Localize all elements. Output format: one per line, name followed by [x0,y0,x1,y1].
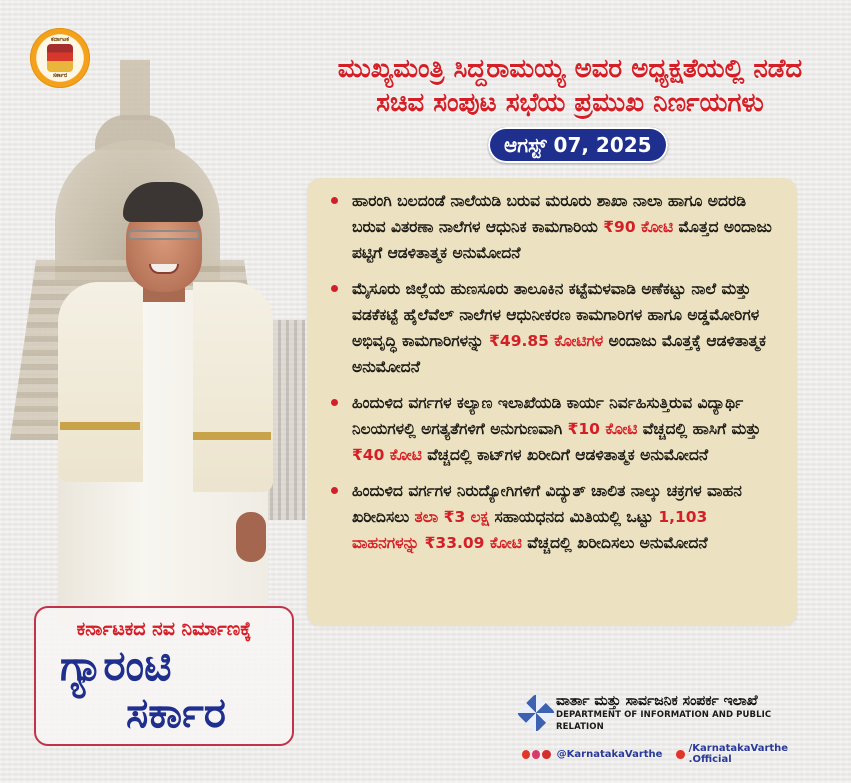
decision-item [319,390,779,468]
department-footer [522,693,822,765]
decision-text-part: ಸಹಾಯಧನದ ಮಿತಿಯಲ್ಲಿ ಒಟ್ಟು [489,508,659,526]
slogan-tagline: ಕರ್ನಾಟಕದ ನವ ನಿರ್ಮಾಣಕ್ಕೆ [76,618,252,640]
date-badge [488,127,668,163]
decision-amount-highlight: ₹49.85 ಕೋಟಿಗಳ [489,332,604,350]
slogan-line-1: ಗ್ಯಾರಂಟಿ [60,641,172,690]
title-line-1: ಮುಖ್ಯಮಂತ್ರಿ ಸಿದ್ದರಾಮಯ್ಯ ಅವರ ಅಧ್ಯಕ್ಷತೆಯಲ್ಲಿ ನಡೆದ [337,54,803,84]
decision-text-part: ವೆಚ್ಚದಲ್ಲಿ ಖರೀದಿಸಲು ಅನುಮೋದನೆ [521,534,708,552]
bullet-icon [331,399,338,406]
department-name-kannada: ವಾರ್ತಾ ಮತ್ತು ಸಾರ್ವಜನಿಕ ಸಂಪರ್ಕ ಇಲಾಖೆ [556,693,758,709]
decision-amount-highlight: ತಲಾ ₹3 ಲಕ್ಷ [414,508,490,526]
bullet-icon [331,487,338,494]
shawl-stripe-left [60,422,140,430]
decision-item [319,188,779,266]
decision-text-part: ಹಾರಂಗಿ ಬಲದಂಡೆ ನಾಲೆಯಡಿ ಬರುವ ಮರೂರು ಶಾಖಾ ನಾಲಾ ಹಾಗೂ ಅದರಡಿ ಬರುವ ವಿತರಣಾ ನಾಲೆಗಳ ಆಧುನಿಕ ಕಾಮಗಾರಿಯ [352,192,746,236]
decision-amount-highlight: ₹40 ಕೋಟಿ [352,446,422,464]
decision-text-part: ಮೈಸೂರು ಜಿಲ್ಲೆಯ ಹುಣಸೂರು ತಾಲೂಕಿನ ಕಟ್ಟೆಮಳವಾಡಿ ಅಣೆಕಟ್ಟು ನಾಲೆ ಮತ್ತು ವಡಕೆಕಟ್ಟೆ ಹೈಲೆವೆಲ್ ನಾಲೆಗಳ ಆಧುನೀಕರಣ ಕಾಮಗಾರಿಗಳ ಹಾಗೂ ಅಡ್ಡಮೋರಿಗಳ ಅಭಿವೃದ್ಧಿ ಕಾಮಗಾರಿಗಳನ್ನು [352,280,760,350]
slogan-line-2: ಸರ್ಕಾರ [126,688,227,737]
decision-item [319,478,779,556]
decision-text [352,478,779,556]
instagram-icon[interactable] [532,750,540,759]
cabinet-decisions-card [307,178,797,626]
x-twitter-icon[interactable] [542,750,550,759]
emblem-bottom-text: ಸರ್ಕಾರ [52,72,68,79]
bullet-icon [331,285,338,292]
decision-text [352,276,779,380]
facebook-icon[interactable] [676,750,684,759]
decision-amount-highlight: 1,103 ವಾಹನಗಳನ್ನು ₹33.09 ಕೋಟಿ [352,508,708,552]
decision-text-part: ಹಿಂದುಳಿದ ವರ್ಗಗಳ ಕಲ್ಯಾಣ ಇಲಾಖೆಯಡಿ ಕಾರ್ಯ ನಿರ್ವಹಿಸುತ್ತಿರುವ ವಿದ್ಯಾರ್ಥಿ ನಿಲಯಗಳಲ್ಲಿ ಅಗತ್ಯತೆಗಳಿಗೆ ಅನುಗುಣವಾಗಿ [352,394,744,438]
shawl-left [58,282,143,482]
shawl-right [193,282,273,492]
social-handle-primary[interactable]: @KarnatakaVarthe [556,748,663,760]
decision-text [352,390,779,468]
decision-text-part: ವೆಚ್ಚದಲ್ಲಿ ಹಾಸಿಗೆ ಮತ್ತು [637,420,761,438]
shawl-stripe-right [193,432,271,440]
date-text: ಆಗಸ್ಟ್ 07, 2025 [504,133,652,157]
emblem-top-text: ಕರ್ನಾಟಕ [51,36,69,43]
chief-minister-photo [48,182,278,622]
youtube-icon[interactable] [522,750,530,759]
guarantee-government-slogan [34,606,294,746]
decision-text-part: ವೆಚ್ಚದಲ್ಲಿ ಕಾಟ್‌ಗಳ ಖರೀದಿಗೆ ಆಡಳಿತಾತ್ಮಕ ಅನುಮೋದನೆ [421,446,709,464]
decision-text-part: ಅಂದಾಜು ಮೊತ್ತಕ್ಕೆ ಆಡಳಿತಾತ್ಮಕ ಅನುಮೋದನೆ [352,332,766,376]
decision-text-part: ಮೊತ್ತದ ಅಂದಾಜು ಪಟ್ಟಿಗೆ ಆಡಳಿತಾತ್ಮಕ ಅನುಮೋದನೆ [352,218,772,262]
department-header [522,693,822,733]
dome-spire [120,60,150,120]
title-line-2: ಸಚಿವ ಸಂಪುಟ ಸಭೆಯ ಪ್ರಮುಖ ನಿರ್ಣಯಗಳು [376,88,764,118]
page-title [300,52,840,120]
glasses-icon [128,230,200,240]
bullet-icon [331,197,338,204]
decision-amount-highlight: ₹90 ಕೋಟಿ [603,218,674,236]
department-name-english: DEPARTMENT OF INFORMATION AND PUBLIC RELATION [556,710,772,732]
social-handles [522,743,822,765]
dipr-logo-icon [516,693,556,733]
decision-text-part: ಹಿಂದುಳಿದ ವರ್ಗಗಳ ನಿರುದ್ಯೋಗಿಗಳಿಗೆ ವಿದ್ಯುತ್ ಚಾಲಿತ ನಾಲ್ಕು ಚಕ್ರಗಳ ವಾಹನ ಖರೀದಿಸಲು [352,482,742,526]
decision-text [352,188,779,266]
hand [236,512,266,562]
social-handle-facebook[interactable]: /KarnatakaVarthe .Official [688,743,789,765]
hair [123,182,203,222]
decision-item [319,276,779,380]
decision-amount-highlight: ₹10 ಕೋಟಿ [567,420,638,438]
